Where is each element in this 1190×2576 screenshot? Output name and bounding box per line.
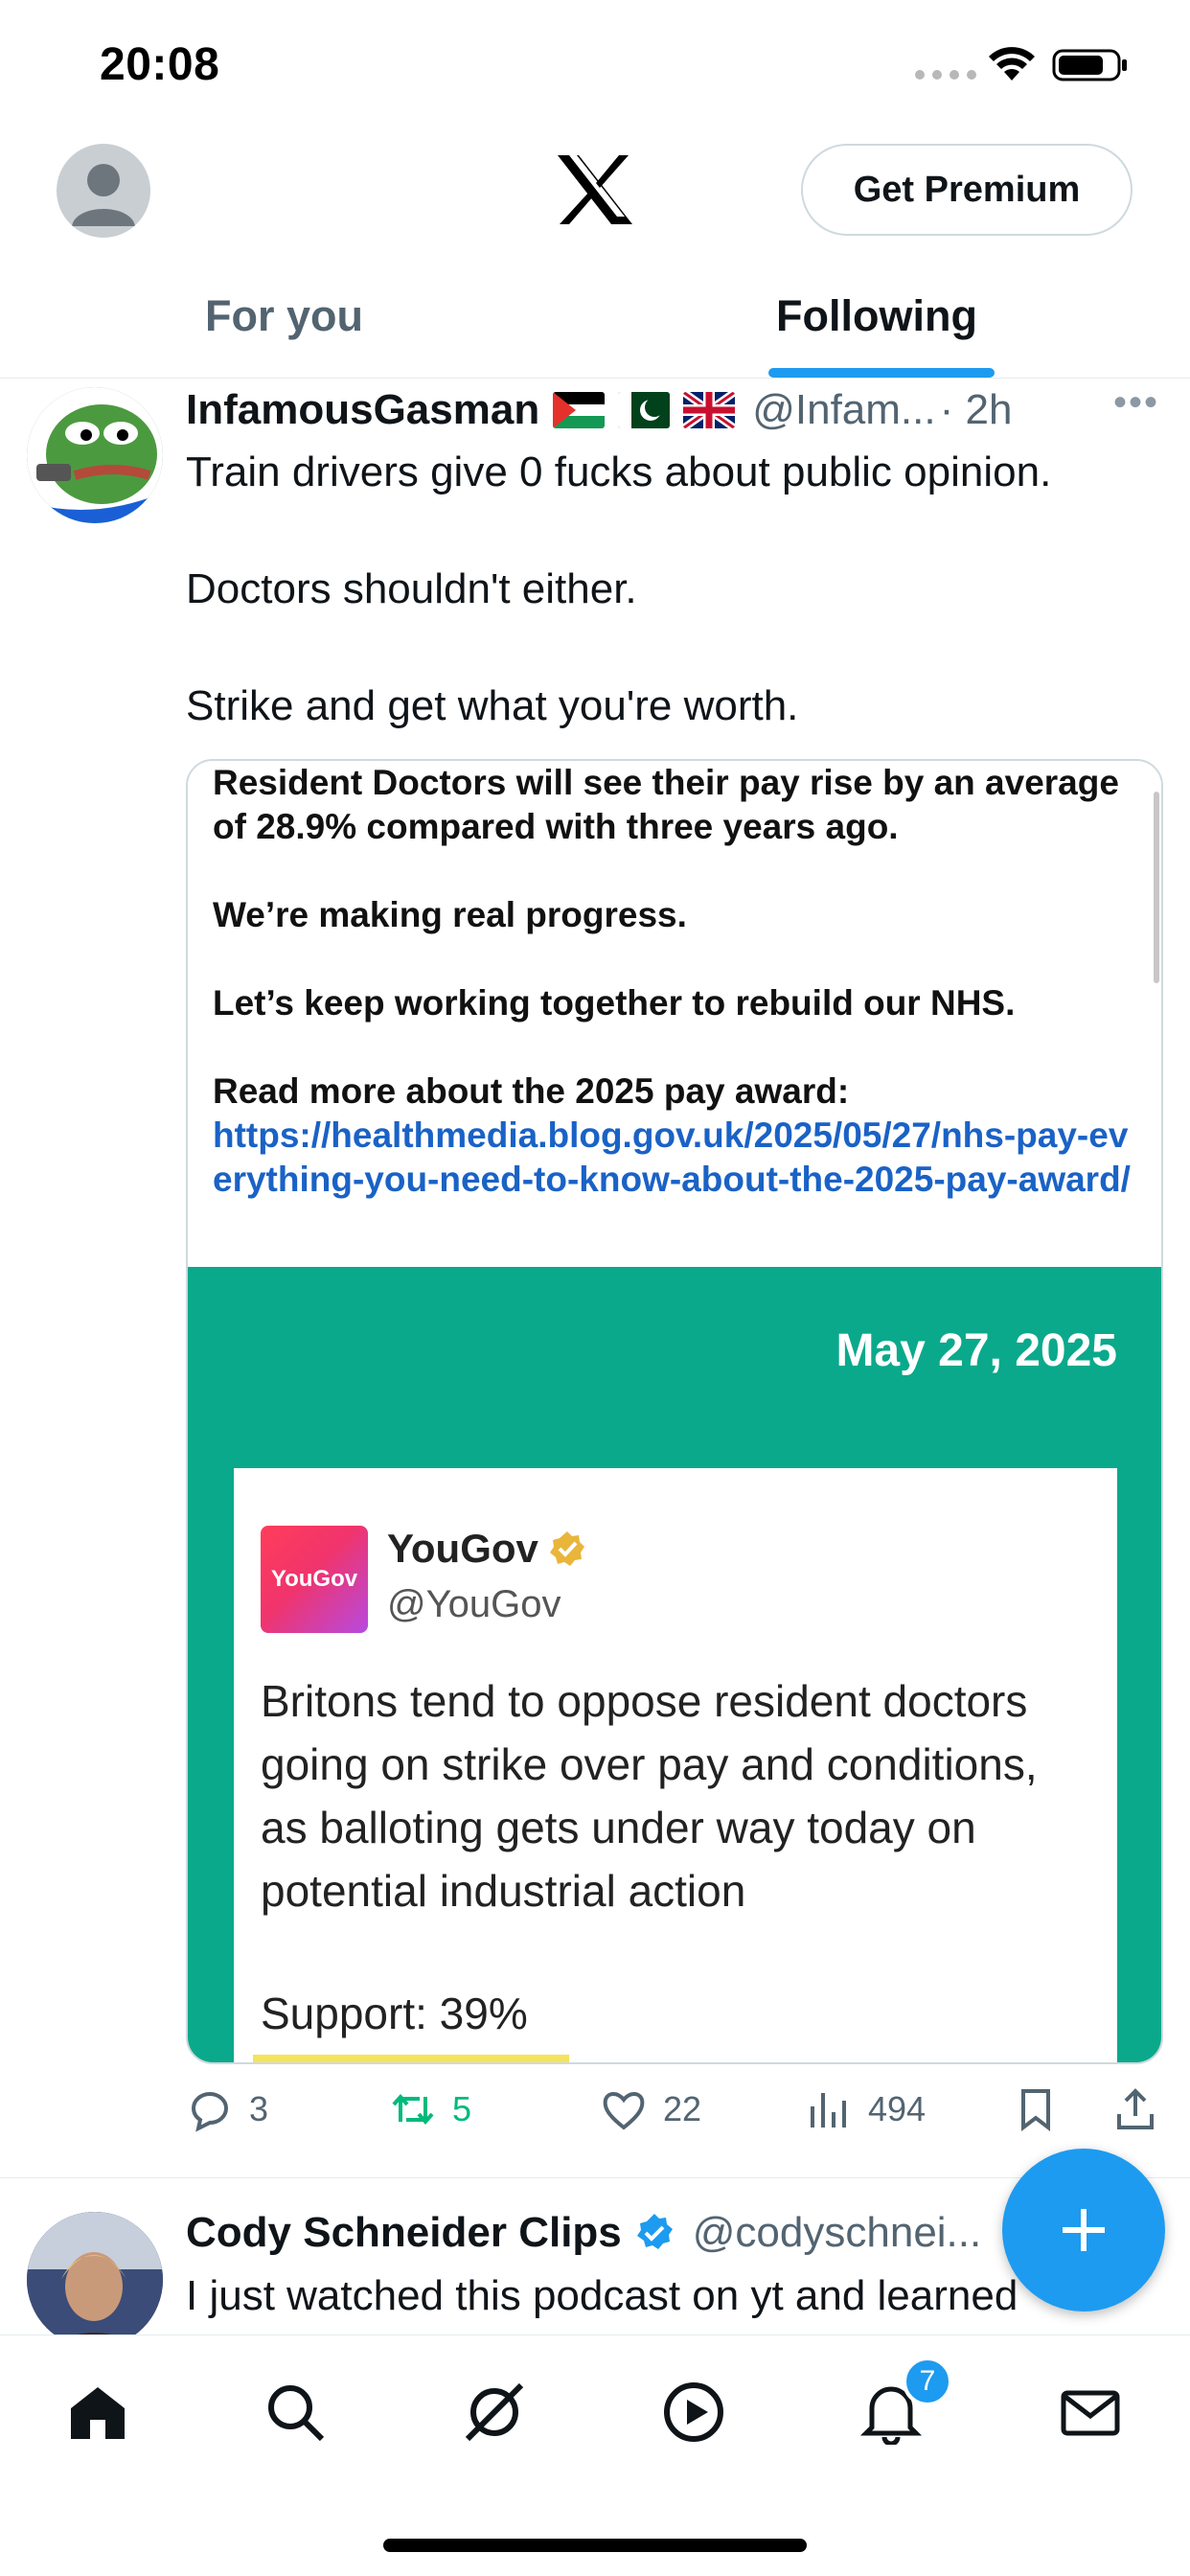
media-text-section xyxy=(188,761,1161,1267)
active-tab-indicator xyxy=(768,368,995,378)
tweet-text: I just watched this podcast on yt and learned xyxy=(186,2272,1018,2319)
play-circle-icon xyxy=(661,2380,726,2445)
media-paragraph: Read more about the 2025 pay award: xyxy=(213,1071,850,1111)
grok-icon xyxy=(462,2380,527,2445)
tweet-author-name[interactable]: InfamousGasman xyxy=(186,386,540,433)
home-icon xyxy=(65,2380,130,2445)
status-time: 20:08 xyxy=(100,39,220,90)
like-button[interactable] xyxy=(600,2085,701,2133)
views-count: 494 xyxy=(868,2089,927,2128)
media-green-panel xyxy=(188,1267,1161,2064)
cellular-signal-icon xyxy=(915,70,976,80)
tweet-header xyxy=(186,2204,1010,2262)
views-button[interactable] xyxy=(805,2085,926,2133)
default-avatar-icon xyxy=(57,144,150,238)
heart-icon xyxy=(600,2085,648,2133)
pakistan-flag-icon xyxy=(618,392,670,428)
media-scrollbar xyxy=(1154,792,1159,983)
tweet-author-handle[interactable]: @Infam... xyxy=(752,386,936,433)
nav-messages[interactable] xyxy=(1052,2374,1129,2450)
yougov-logo: YouGov xyxy=(261,1526,368,1633)
tweet-author-avatar[interactable] xyxy=(27,2212,163,2348)
wifi-icon xyxy=(987,44,1037,82)
search-icon xyxy=(263,2380,328,2445)
status-bar xyxy=(0,0,1190,125)
tweet-author-name[interactable]: Cody Schneider Clips xyxy=(186,2209,622,2256)
retweet-icon xyxy=(389,2085,437,2133)
pepe-avatar-icon xyxy=(27,387,163,523)
nav-grok[interactable] xyxy=(456,2374,533,2450)
share-button[interactable] xyxy=(1111,2085,1159,2133)
notifications-badge: 7 xyxy=(903,2357,952,2406)
views-icon xyxy=(805,2085,853,2133)
bottom-navigation xyxy=(0,2334,1190,2576)
mail-icon xyxy=(1058,2380,1123,2445)
timeline-tabs xyxy=(0,278,1190,379)
nav-video[interactable] xyxy=(655,2374,732,2450)
bookmark-icon xyxy=(1012,2085,1060,2133)
tab-for-you[interactable]: For you xyxy=(205,291,363,340)
yougov-card xyxy=(234,1468,1117,2064)
media-link: https://healthmedia.blog.gov.uk/2025/05/27/nhs-pay-everything-you-need-to-know-about-the-2025-pay-award/ xyxy=(213,1116,1131,1199)
bookmark-button[interactable] xyxy=(1012,2085,1060,2133)
tweet-media-image[interactable] xyxy=(186,759,1163,2064)
tweet-time: · 2h xyxy=(939,386,1013,433)
nav-home[interactable] xyxy=(59,2374,136,2450)
media-paragraph: Let’s keep working together to rebuild our NHS. xyxy=(213,983,1016,1023)
yougov-name-row xyxy=(387,1526,586,1572)
like-count: 22 xyxy=(663,2089,702,2128)
uk-flag-icon xyxy=(683,392,735,428)
yougov-highlight-bar xyxy=(253,2055,569,2064)
media-paragraph: We’re making real progress. xyxy=(213,895,687,934)
yougov-text: Britons tend to oppose resident doctors going on strike over pay and conditions, as balloting gets under way today on potential industrial action xyxy=(261,1676,1038,1916)
plus-icon xyxy=(1055,2201,1112,2259)
tweet-author-avatar[interactable] xyxy=(27,387,163,523)
tab-following[interactable]: Following xyxy=(776,291,977,340)
yougov-handle: @YouGov xyxy=(387,1583,561,1625)
nav-search[interactable] xyxy=(257,2374,333,2450)
reply-icon xyxy=(186,2085,234,2133)
yougov-support-stat: Support: 39% xyxy=(261,1989,528,2038)
profile-avatar[interactable] xyxy=(57,144,150,238)
palestine-flag-icon xyxy=(553,392,605,428)
reply-button[interactable] xyxy=(186,2085,268,2133)
share-icon xyxy=(1111,2085,1159,2133)
retweet-count: 5 xyxy=(452,2089,472,2128)
person-photo-avatar xyxy=(27,2212,163,2348)
x-logo-icon[interactable] xyxy=(556,153,634,226)
tweet-author-handle[interactable]: @codyschnei... xyxy=(692,2209,982,2256)
get-premium-button[interactable]: Get Premium xyxy=(801,144,1133,236)
reply-count: 3 xyxy=(249,2089,269,2128)
tweet-actions xyxy=(186,2085,1173,2143)
home-indicator xyxy=(383,2539,807,2552)
more-options-icon[interactable]: ••• xyxy=(1113,381,1160,424)
gold-verified-icon xyxy=(548,1530,586,1568)
tweet-header xyxy=(186,381,1173,439)
compose-button[interactable] xyxy=(1002,2149,1165,2312)
media-date: May 27, 2025 xyxy=(835,1325,1117,1376)
yougov-name: YouGov xyxy=(387,1526,538,1571)
tweet-text: Train drivers give 0 fucks about public opinion. Doctors shouldn't either. Strike and get what you're worth. xyxy=(186,448,1052,729)
tweet-divider xyxy=(0,2177,1190,2178)
retweet-button[interactable] xyxy=(389,2085,471,2133)
media-paragraph: Resident Doctors will see their pay rise by an average of 28.9% compared with three years ago. xyxy=(213,763,1119,846)
verified-badge-icon xyxy=(633,2212,675,2254)
battery-icon xyxy=(1052,48,1129,82)
